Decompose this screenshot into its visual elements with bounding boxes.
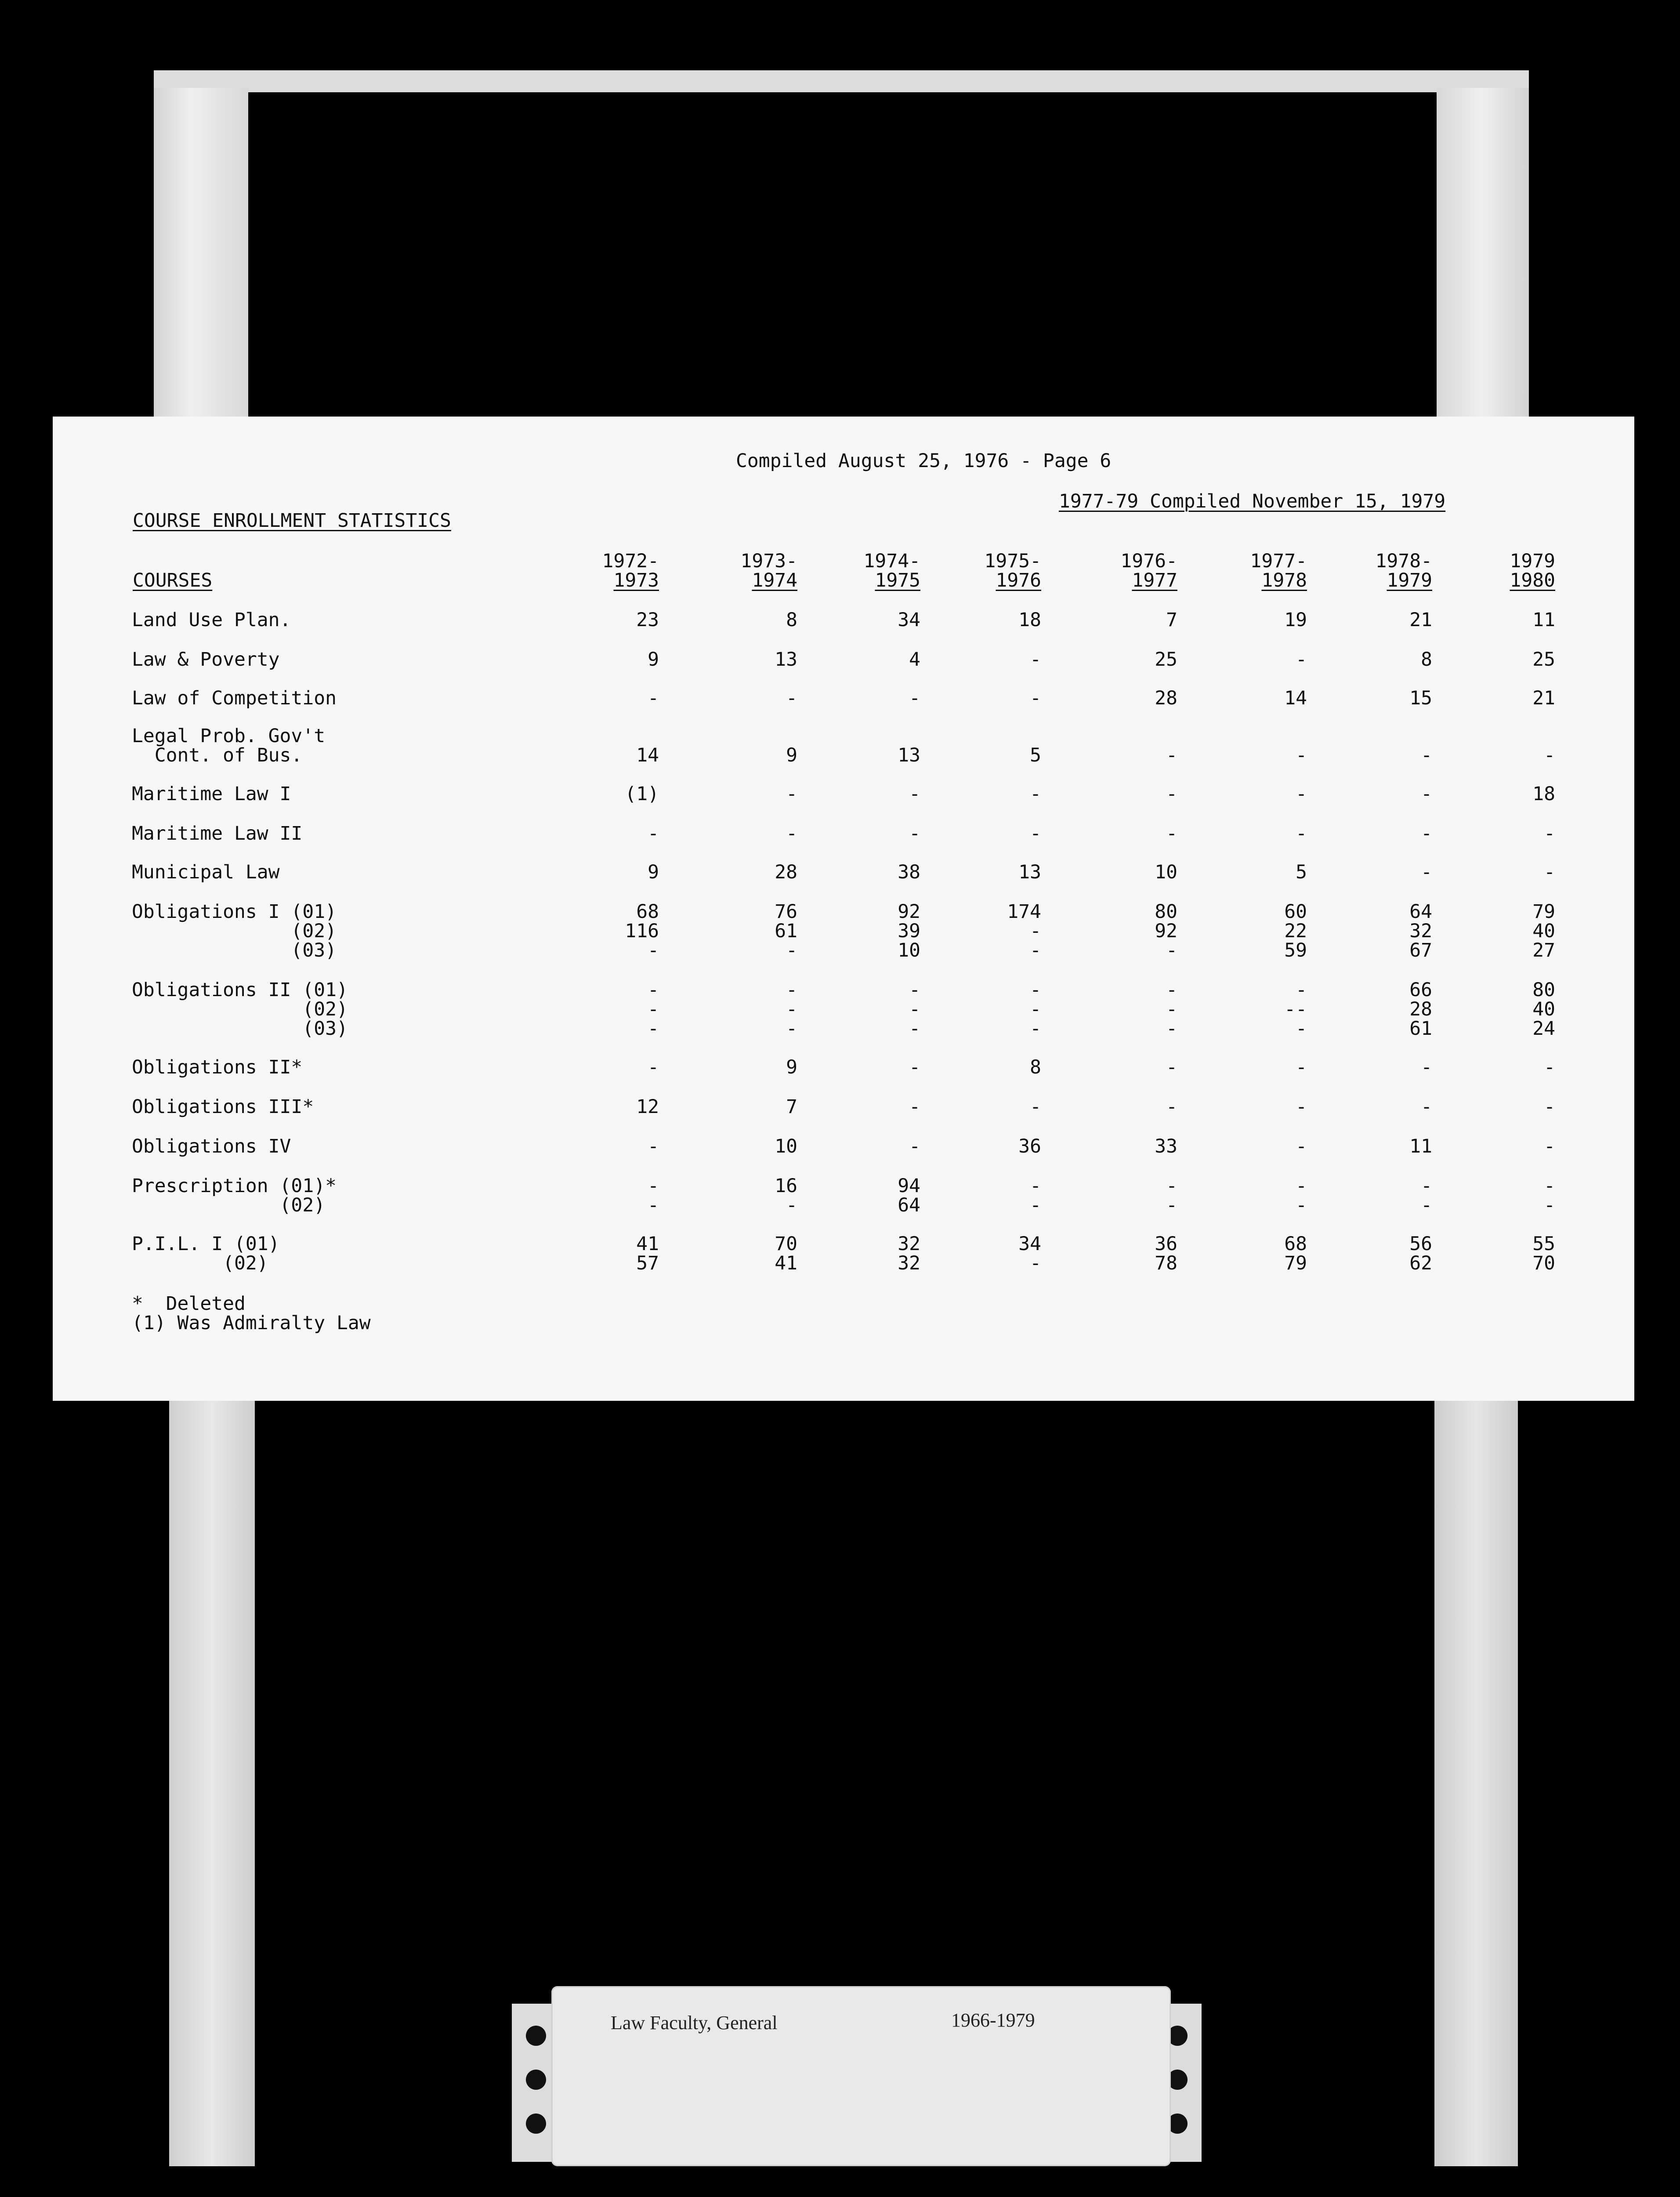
enrollment-cell: - [1296, 783, 1307, 805]
enrollment-cell: 60 [1284, 901, 1307, 923]
enrollment-cell: 80 [1155, 901, 1177, 923]
course-label: Obligations I (01) [132, 901, 337, 923]
enrollment-cell: - [1030, 1194, 1041, 1216]
enrollment-cell: - [1030, 1018, 1041, 1040]
enrollment-cell: - [786, 998, 797, 1020]
enrollment-cell: 41 [775, 1252, 797, 1274]
enrollment-cell: - [1296, 979, 1307, 1001]
course-label: (02) [132, 1194, 326, 1216]
course-label: (03) [132, 1018, 348, 1040]
enrollment-cell: - [648, 687, 659, 709]
enrollment-cell: - [1421, 1056, 1432, 1078]
enrollment-cell: - [1296, 744, 1307, 766]
enrollment-cell: -- [1284, 998, 1307, 1020]
enrollment-cell: 34 [1018, 1233, 1041, 1255]
footnote-deleted: * Deleted [132, 1293, 246, 1315]
enrollment-cell: - [1296, 1135, 1307, 1157]
enrollment-cell: - [786, 687, 797, 709]
footnote-admiralty: (1) Was Admiralty Law [132, 1312, 371, 1334]
document-sheet [53, 417, 1634, 1401]
enrollment-cell: - [1296, 1018, 1307, 1040]
enrollment-cell: - [786, 979, 797, 1001]
page-title: COURSE ENROLLMENT STATISTICS [133, 510, 451, 532]
year-header-bottom: 1977 [1132, 569, 1177, 591]
enrollment-cell: - [1296, 823, 1307, 845]
year-header-top: 1973- [740, 550, 797, 572]
course-label: Maritime Law I [132, 783, 291, 805]
enrollment-cell: - [909, 998, 920, 1020]
enrollment-cell: - [909, 823, 920, 845]
course-label: Obligations II (01) [132, 979, 348, 1001]
enrollment-cell: 25 [1532, 649, 1555, 671]
year-header-top: 1978- [1375, 550, 1432, 572]
enrollment-cell: 59 [1284, 939, 1307, 961]
course-label: Legal Prob. Gov't [132, 725, 326, 747]
enrollment-cell: - [1421, 861, 1432, 883]
enrollment-cell: - [909, 783, 920, 805]
enrollment-cell: - [1421, 1175, 1432, 1197]
enrollment-cell: 64 [1409, 901, 1432, 923]
punch-hole [526, 2026, 546, 2046]
enrollment-cell: 41 [636, 1233, 659, 1255]
enrollment-cell: 32 [898, 1252, 920, 1274]
enrollment-cell: - [1544, 1175, 1555, 1197]
course-label: Maritime Law II [132, 823, 303, 845]
course-label: Municipal Law [132, 861, 280, 883]
frame-left-post [154, 88, 248, 422]
enrollment-cell: - [1544, 1056, 1555, 1078]
enrollment-cell: - [648, 1056, 659, 1078]
year-header-top: 1979 [1510, 550, 1555, 572]
enrollment-cell: 16 [775, 1175, 797, 1197]
enrollment-cell: - [648, 979, 659, 1001]
compiled-date-1: Compiled August 25, 1976 - Page 6 [736, 450, 1112, 472]
enrollment-cell: - [1030, 998, 1041, 1020]
enrollment-cell: 94 [898, 1175, 920, 1197]
enrollment-cell: 7 [786, 1096, 797, 1118]
enrollment-cell: 174 [1007, 901, 1041, 923]
enrollment-cell: 78 [1155, 1252, 1177, 1274]
enrollment-cell: 68 [1284, 1233, 1307, 1255]
enrollment-cell: 116 [625, 920, 659, 942]
enrollment-cell: 13 [898, 744, 920, 766]
enrollment-cell: - [1030, 823, 1041, 845]
course-label: Obligations IV [132, 1135, 291, 1157]
enrollment-cell: - [1030, 783, 1041, 805]
enrollment-cell: - [1030, 649, 1041, 671]
year-header-bottom: 1974 [752, 569, 797, 591]
enrollment-cell: 76 [775, 901, 797, 923]
enrollment-cell: 7 [1166, 609, 1177, 631]
enrollment-cell: - [1030, 939, 1041, 961]
enrollment-cell: 9 [786, 744, 797, 766]
enrollment-cell: - [786, 1194, 797, 1216]
course-label: Obligations II* [132, 1056, 303, 1078]
enrollment-cell: 28 [1409, 998, 1432, 1020]
enrollment-cell: 13 [775, 649, 797, 671]
enrollment-cell: - [909, 1096, 920, 1118]
enrollment-cell: - [1030, 920, 1041, 942]
enrollment-cell: 34 [898, 609, 920, 631]
enrollment-cell: - [1030, 979, 1041, 1001]
enrollment-cell: - [1544, 861, 1555, 883]
enrollment-cell: - [648, 939, 659, 961]
enrollment-cell: - [1421, 783, 1432, 805]
enrollment-cell: 32 [898, 1233, 920, 1255]
enrollment-cell: 8 [1421, 649, 1432, 671]
compiled-date-2: 1977-79 Compiled November 15, 1979 [1059, 490, 1446, 512]
enrollment-cell: 10 [775, 1135, 797, 1157]
course-label: (03) [132, 939, 337, 961]
enrollment-cell: 36 [1155, 1233, 1177, 1255]
year-header-bottom: 1980 [1510, 569, 1555, 591]
enrollment-cell: 67 [1409, 939, 1432, 961]
year-header-bottom: 1975 [875, 569, 920, 591]
frame-right-post [1437, 88, 1529, 422]
course-label: Cont. of Bus. [132, 744, 303, 766]
enrollment-cell: 5 [1296, 861, 1307, 883]
year-header-bottom: 1978 [1261, 569, 1307, 591]
enrollment-cell: 23 [636, 609, 659, 631]
enrollment-cell: - [1030, 1252, 1041, 1274]
enrollment-cell: - [1166, 1175, 1177, 1197]
year-header-bottom: 1976 [996, 569, 1041, 591]
enrollment-cell: 15 [1409, 687, 1432, 709]
year-header-top: 1977- [1250, 550, 1307, 572]
enrollment-cell: - [1166, 783, 1177, 805]
enrollment-cell: 12 [636, 1096, 659, 1118]
enrollment-cell: 36 [1018, 1135, 1041, 1157]
year-header-top: 1976- [1120, 550, 1177, 572]
enrollment-cell: - [1544, 1194, 1555, 1216]
enrollment-cell: 40 [1532, 920, 1555, 942]
enrollment-cell: 14 [1284, 687, 1307, 709]
enrollment-cell: 14 [636, 744, 659, 766]
frame-top-bar [154, 70, 1529, 92]
enrollment-cell: - [909, 1056, 920, 1078]
enrollment-cell: 40 [1532, 998, 1555, 1020]
enrollment-cell: 19 [1284, 609, 1307, 631]
enrollment-cell: - [909, 979, 920, 1001]
enrollment-cell: - [648, 823, 659, 845]
enrollment-cell: 4 [909, 649, 920, 671]
enrollment-cell: - [909, 1018, 920, 1040]
enrollment-cell: - [1296, 1056, 1307, 1078]
enrollment-cell: - [786, 939, 797, 961]
year-header-bottom: 1973 [613, 569, 659, 591]
enrollment-cell: - [1421, 1096, 1432, 1118]
enrollment-cell: 66 [1409, 979, 1432, 1001]
enrollment-cell: - [648, 998, 659, 1020]
enrollment-cell: 70 [775, 1233, 797, 1255]
enrollment-cell: - [1166, 1194, 1177, 1216]
label-card-name: Law Faculty, General [611, 2012, 778, 2034]
enrollment-cell: 8 [1030, 1056, 1041, 1078]
punch-hole [526, 2070, 546, 2090]
enrollment-cell: - [1030, 687, 1041, 709]
enrollment-cell: 57 [636, 1252, 659, 1274]
course-label: Land Use Plan. [132, 609, 291, 631]
enrollment-cell: - [648, 1194, 659, 1216]
enrollment-cell: 79 [1532, 901, 1555, 923]
enrollment-cell: 21 [1532, 687, 1555, 709]
enrollment-cell: 33 [1155, 1135, 1177, 1157]
enrollment-cell: 56 [1409, 1233, 1432, 1255]
enrollment-cell: - [1544, 823, 1555, 845]
enrollment-cell: - [648, 1135, 659, 1157]
enrollment-cell: 68 [636, 901, 659, 923]
enrollment-cell: 8 [786, 609, 797, 631]
enrollment-cell: - [1296, 649, 1307, 671]
enrollment-cell: - [1166, 979, 1177, 1001]
enrollment-cell: 10 [1155, 861, 1177, 883]
frame-left-post-lower [169, 1393, 255, 2166]
enrollment-cell: - [1030, 1096, 1041, 1118]
enrollment-cell: 24 [1532, 1018, 1555, 1040]
enrollment-cell: - [1166, 998, 1177, 1020]
enrollment-cell: 80 [1532, 979, 1555, 1001]
enrollment-cell: 11 [1409, 1135, 1432, 1157]
enrollment-cell: - [909, 687, 920, 709]
enrollment-cell: 10 [898, 939, 920, 961]
enrollment-cell: 92 [898, 901, 920, 923]
enrollment-cell: 21 [1409, 609, 1432, 631]
enrollment-cell: 9 [786, 1056, 797, 1078]
enrollment-cell: - [1166, 744, 1177, 766]
enrollment-cell: - [1296, 1194, 1307, 1216]
enrollment-cell: 70 [1532, 1252, 1555, 1274]
punch-hole [526, 2114, 546, 2134]
enrollment-cell: 22 [1284, 920, 1307, 942]
enrollment-cell: 18 [1532, 783, 1555, 805]
enrollment-cell: 28 [1155, 687, 1177, 709]
course-label: P.I.L. I (01) [132, 1233, 280, 1255]
enrollment-cell: - [648, 1018, 659, 1040]
label-card-years: 1966-1979 [951, 2009, 1035, 2031]
enrollment-cell: - [1166, 939, 1177, 961]
enrollment-cell: - [1166, 1018, 1177, 1040]
year-header-top: 1974- [863, 550, 920, 572]
enrollment-cell: - [1544, 1135, 1555, 1157]
frame-right-post-lower [1434, 1393, 1518, 2166]
enrollment-cell: 39 [898, 920, 920, 942]
enrollment-cell: 9 [648, 861, 659, 883]
year-header-top: 1972- [602, 550, 659, 572]
enrollment-cell: - [1166, 1096, 1177, 1118]
enrollment-cell: 18 [1018, 609, 1041, 631]
enrollment-cell: 38 [898, 861, 920, 883]
enrollment-cell: - [786, 783, 797, 805]
enrollment-cell: 92 [1155, 920, 1177, 942]
course-label: (02) [132, 1252, 268, 1274]
enrollment-cell: - [1544, 1096, 1555, 1118]
enrollment-cell: - [1544, 744, 1555, 766]
year-header-top: 1975- [984, 550, 1041, 572]
enrollment-cell: 64 [898, 1194, 920, 1216]
enrollment-cell: - [1421, 823, 1432, 845]
enrollment-cell: 61 [775, 920, 797, 942]
enrollment-cell: - [1421, 744, 1432, 766]
course-label: (02) [132, 998, 348, 1020]
enrollment-cell: 27 [1532, 939, 1555, 961]
year-header-bottom: 1979 [1387, 569, 1432, 591]
enrollment-cell: - [648, 1175, 659, 1197]
enrollment-cell: - [1030, 1175, 1041, 1197]
enrollment-cell: (1) [625, 783, 659, 805]
enrollment-cell: 13 [1018, 861, 1041, 883]
enrollment-cell: 32 [1409, 920, 1432, 942]
course-label: Law & Poverty [132, 649, 280, 671]
course-label: Prescription (01)* [132, 1175, 337, 1197]
enrollment-cell: 25 [1155, 649, 1177, 671]
course-label: Obligations III* [132, 1096, 314, 1118]
enrollment-cell: - [786, 1018, 797, 1040]
enrollment-cell: - [1166, 823, 1177, 845]
enrollment-cell: 61 [1409, 1018, 1432, 1040]
enrollment-cell: 9 [648, 649, 659, 671]
enrollment-cell: - [909, 1135, 920, 1157]
enrollment-cell: 79 [1284, 1252, 1307, 1274]
enrollment-cell: - [786, 823, 797, 845]
course-label: Law of Competition [132, 687, 337, 709]
enrollment-cell: - [1296, 1175, 1307, 1197]
enrollment-cell: 11 [1532, 609, 1555, 631]
enrollment-cell: 62 [1409, 1252, 1432, 1274]
enrollment-cell: 55 [1532, 1233, 1555, 1255]
courses-header: COURSES [133, 569, 213, 591]
course-label: (02) [132, 920, 337, 942]
enrollment-cell: - [1296, 1096, 1307, 1118]
enrollment-cell: 5 [1030, 744, 1041, 766]
enrollment-cell: - [1166, 1056, 1177, 1078]
enrollment-cell: 28 [775, 861, 797, 883]
enrollment-cell: - [1421, 1194, 1432, 1216]
archive-label-card [551, 1986, 1171, 2166]
